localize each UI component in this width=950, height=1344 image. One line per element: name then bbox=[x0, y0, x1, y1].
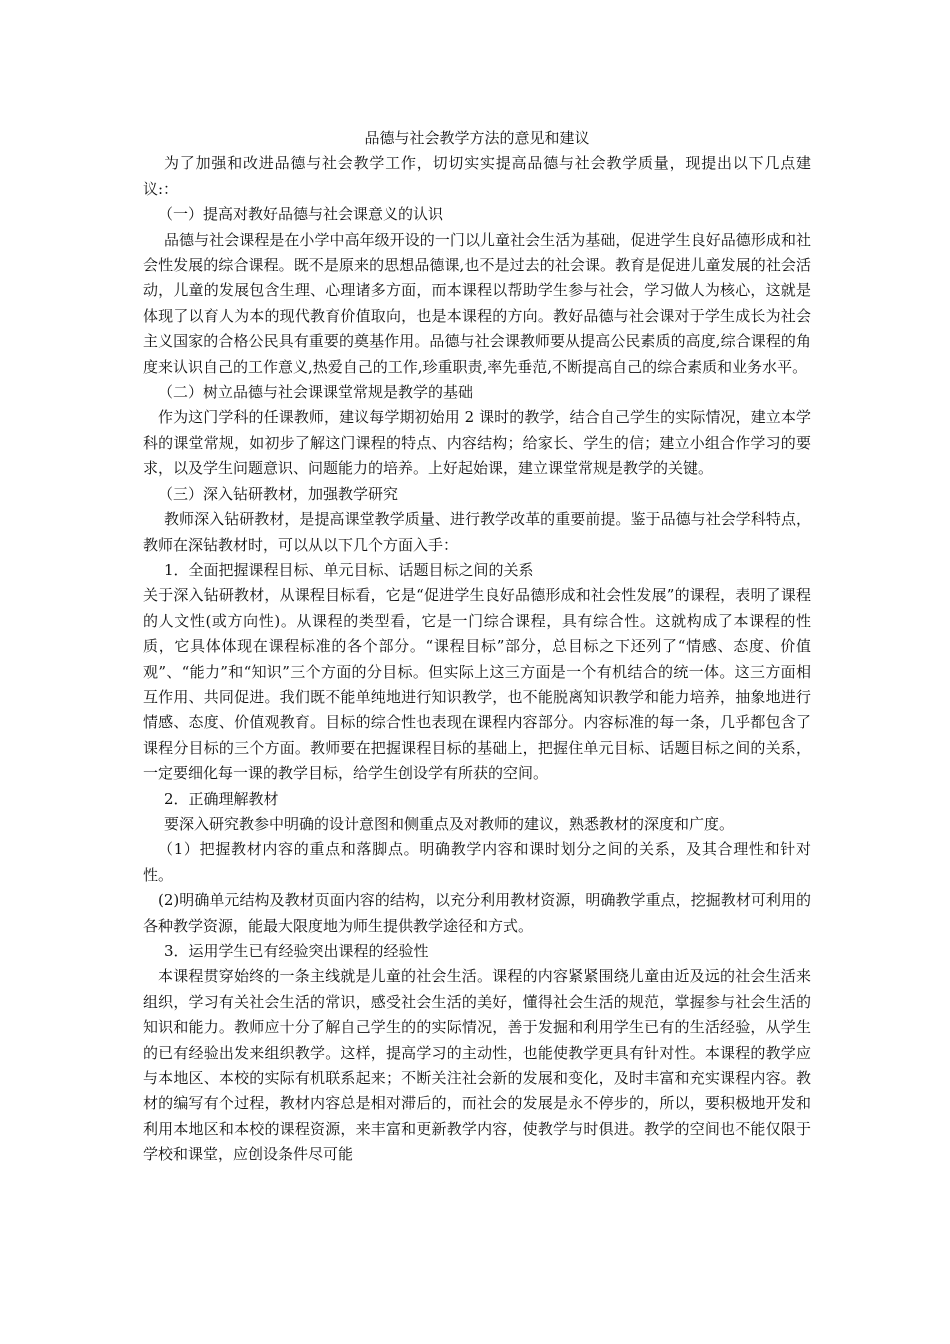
paragraph: 1．全面把握课程目标、单元目标、话题目标之间的关系 bbox=[164, 560, 534, 579]
document-body bbox=[143, 151, 811, 1167]
paragraph: 品德与社会课程是在小学中高年级开设的一门以儿童社会生活为基础，促进学生良好品德形成和社会性发展的综合课程。既不是原来的思想品德课,也不是过去的社会课。教育是促进儿童发展的社会活动，儿童的发展包含生理、心理诸多方面，而本课程以帮助学生参与社会，学习做人为核心，这就是体现了以育人为本的现代教育价值取向，也是本课程的方向。教好品德与社会课对于学生成长为社会主义国家的合格公民具有重要的奠基作用。品德与社会课教师要从提高公民素质的高度,综合课程的角度来认识自己的工作意义,热爱自己的工作,珍重职责,率先垂范,不断提高自己的综合素质和业务水平。 bbox=[143, 230, 811, 376]
paragraph: 3．运用学生已有经验突出课程的经验性 bbox=[164, 942, 429, 960]
paragraph: 2．正确理解教材 bbox=[164, 789, 279, 808]
paragraph: （1）把握教材内容的重点和落脚点。明确教学内容和课时划分之间的关系，及其合理性和针对性。 bbox=[143, 840, 811, 884]
paragraph: 关于深入钻研教材，从课程目标看，它是“促进学生良好品德形成和社会性发展”的课程，表明了课程的人文性(或方向性)。从课程的类型看，它是一门综合课程，具有综合性。这就构成了本课程的性质，它具体体现在课程标准的各个部分。“课程目标”部分，总目标之下还列了“情感、态度、价值观”、“能力”和“知识”三个方面的分目标。但实际上这三方面是一个有机结合的统一体。这三方面相互作用、共同促进。我们既不能单纯地进行知识教学，也不能脱离知识教学和能力培养，抽象地进行情感、态度、价值观教育。目标的综合性也表现在课程内容部分。内容标准的每一条，几乎都包含了课程分目标的三个方面。教师要在把握课程目标的基础上，把握住单元目标、话题目标之间的关系，一定要细化每一课的教学目标，给学生创设学有所获的空间。 bbox=[143, 586, 811, 783]
paragraph: 教师深入钻研教材，是提高课堂教学质量、进行教学改革的重要前提。鉴于品德与社会学科特点，教师在深钻教材时，可以从以下几个方面入手： bbox=[143, 510, 811, 554]
paragraph: 作为这门学科的任课教师，建议每学期初始用 2 课时的教学，结合自己学生的实际情况，建立本学科的课堂常规，如初步了解这门课程的特点、内容结构；给家长、学生的信；建立小组合作学习的要求，以及学生问题意识、问题能力的培养。上好起始课，建立课堂常规是教学的关键。 bbox=[143, 408, 811, 478]
paragraph: （二）树立品德与社会课课堂常规是教学的基础 bbox=[158, 383, 474, 402]
paragraph: 要深入研究教参中明确的设计意图和侧重点及对教师的建议，熟悉教材的深度和广度。 bbox=[164, 814, 735, 833]
document-title: 品德与社会教学方法的意见和建议 bbox=[364, 129, 590, 147]
paragraph: 为了加强和改进品德与社会教学工作，切切实实提高品德与社会教学质量，现提出以下几点建议:： bbox=[143, 154, 811, 198]
document-page bbox=[143, 126, 811, 1168]
paragraph: (2)明确单元结构及教材页面内容的结构，以充分利用教材资源，明确教学重点，挖掘教材可利用的各种教学资源，能最大限度地为师生提供教学途径和方式。 bbox=[143, 891, 811, 935]
paragraph: （一）提高对教好品德与社会课意义的认识 bbox=[158, 205, 444, 224]
paragraph: （三）深入钻研教材，加强教学研究 bbox=[158, 484, 399, 503]
paragraph: 本课程贯穿始终的一条主线就是儿童的社会生活。课程的内容紧紧围绕儿童由近及远的社会生活来组织，学习有关社会生活的常识，感受社会生活的美好，懂得社会生活的规范，掌握参与社会生活的知识和能力。教师应十分了解自己学生的的实际情况，善于发掘和利用学生已有的生活经验，从学生的已有经验出发来组织教学。这样，提高学习的主动性，也能使教学更具有针对性。本课程的教学应与本地区、本校的实际有机联系起来；不断关注社会新的发展和变化，及时丰富和充实课程内容。教材的编写有个过程，教材内容总是相对滞后的，而社会的发展是永不停步的，所以，要积极地开发和利用本地区和本校的课程资源，来丰富和更新教学内容，使教学与时俱进。教学的空间也不能仅限于学校和课堂，应创设条件尽可能 bbox=[143, 967, 811, 1164]
